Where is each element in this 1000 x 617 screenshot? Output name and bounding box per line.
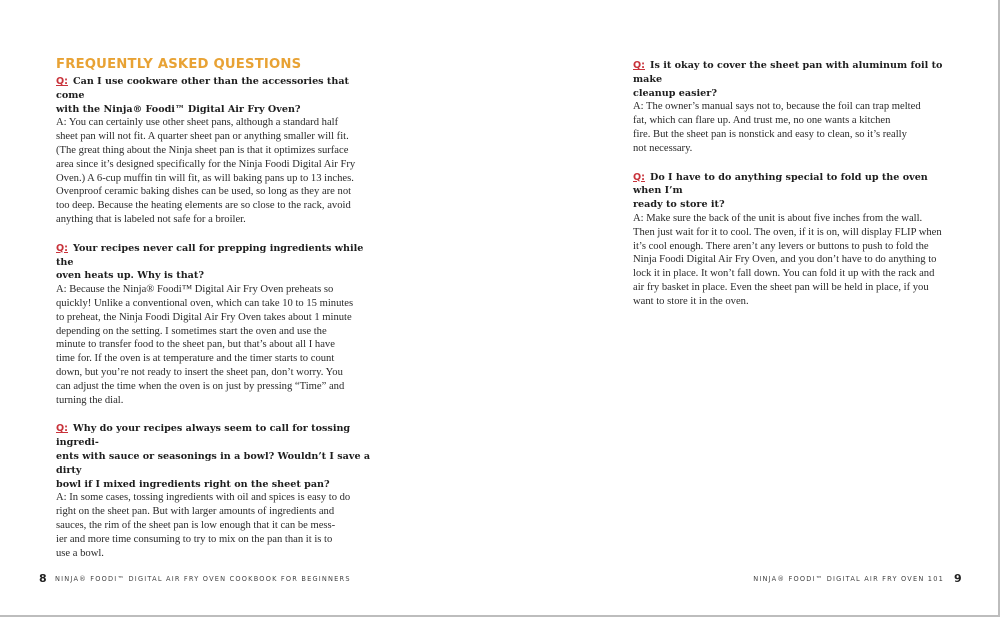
q-marker: Q: [56, 242, 68, 254]
faq-item [633, 59, 953, 156]
faq-question [633, 171, 953, 212]
faq-item [56, 422, 376, 560]
faq-question [56, 422, 376, 491]
faq-item [633, 171, 953, 309]
q-marker: Q: [633, 171, 645, 183]
faq-question [56, 242, 376, 283]
q-marker: Q: [633, 60, 645, 71]
running-footer-right: NINJA® FOODI™ DIGITAL AIR FRY OVEN 101 [753, 575, 944, 583]
question-text: Your recipes never call for prepping ingredients while the oven heats up. Why is that? [56, 242, 364, 282]
running-footer-left: NINJA® FOODI™ DIGITAL AIR FRY OVEN COOKBOOK FOR BEGINNERS [55, 575, 351, 583]
faq-item [56, 242, 376, 408]
q-marker: Q: [56, 423, 68, 435]
section-title: FREQUENTLY ASKED QUESTIONS [56, 57, 302, 72]
question-text: Is it okay to cover the sheet pan with aluminum foil to make cleanup easier? [633, 60, 943, 99]
page-number-left: 8 [39, 572, 47, 585]
faq-answer: A: Because the Ninja® Foodi™ Digital Air Fry Oven preheats so quickly! Unlike a conventional oven, which can take 10 to 15 minutes to preheat, the Ninja Foodi Digital Air Fry Oven takes about 1 minute depending on the setting. I sometimes start the oven and use the minute to transfer food to the sheet pan, but that’s about all I have time for. If the oven is at temperature and the timer starts to count down, but you’re not ready to insert the sheet pan, don’t worry. You can adjust the time when the oven is on just by pressing “Time” and turning the dial. [56, 284, 354, 406]
question-text: Can I use cookware other than the accessories that come with the Ninja® Foodi™ Digital Air Fry Oven? [56, 76, 349, 115]
faq-question [56, 75, 376, 116]
q-marker: Q: [56, 76, 68, 87]
question-text: Why do your recipes always seem to call for tossing ingredi- ents with sauce or seasonings in a bowl? Wouldn’t I save a dirty bowl if I mixed ingredients right on the sheet pan? [56, 423, 371, 490]
question-text: Do I have to do anything special to fold up the oven when I’m ready to store it? [633, 171, 928, 211]
faq-item [56, 75, 376, 227]
faq-answer: A: You can certainly use other sheet pans, although a standard half sheet pan will not fit. A quarter sheet pan or anything smaller will fit. (The great thing about the Ninja sheet pan is that it optimizes surface area since it’s designed specifically for the Ninja Foodi Digital Air Fry Oven.) A 6-cup muffin tin will fit, as will baking pans up to 13 inches. Ovenproof ceramic baking dishes can be used, so long as they are not too deep. Because the heating elements are so close to the rack, avoid anything that is labeled not safe for a broiler. [56, 117, 356, 225]
faq-answer: A: In some cases, tossing ingredients with oil and spices is easy to do right on the sheet pan. But with larger amounts of ingredients and sauces, the rim of the sheet pan is low enough that it can be mess- ier and more time consuming to try to mix on the pan than it is to use a bowl. [56, 492, 351, 559]
left-page-content [56, 57, 376, 575]
right-page-content [633, 59, 953, 324]
faq-question [633, 59, 953, 100]
faq-answer: A: Make sure the back of the unit is about five inches from the wall. Then just wait for it to cool. The oven, if it is on, will display FLIP when it’s cool enough. There aren’t any levers or buttons to push to fold the Ninja Foodi Digital Air Fry Oven, and you don’t have to do anything to lock it in place. It won’t fall down. You can fold it up with the rack and air fry basket in place. Even the sheet pan will be held in place, if you want to store it in the oven. [633, 212, 942, 307]
page-number-right: 9 [954, 572, 962, 585]
faq-answer: A: The owner’s manual says not to, because the foil can trap melted fat, which can flare up. And trust me, no one wants a kitchen fire. But the sheet pan is nonstick and easy to clean, so it’s really not necessary. [633, 101, 921, 154]
